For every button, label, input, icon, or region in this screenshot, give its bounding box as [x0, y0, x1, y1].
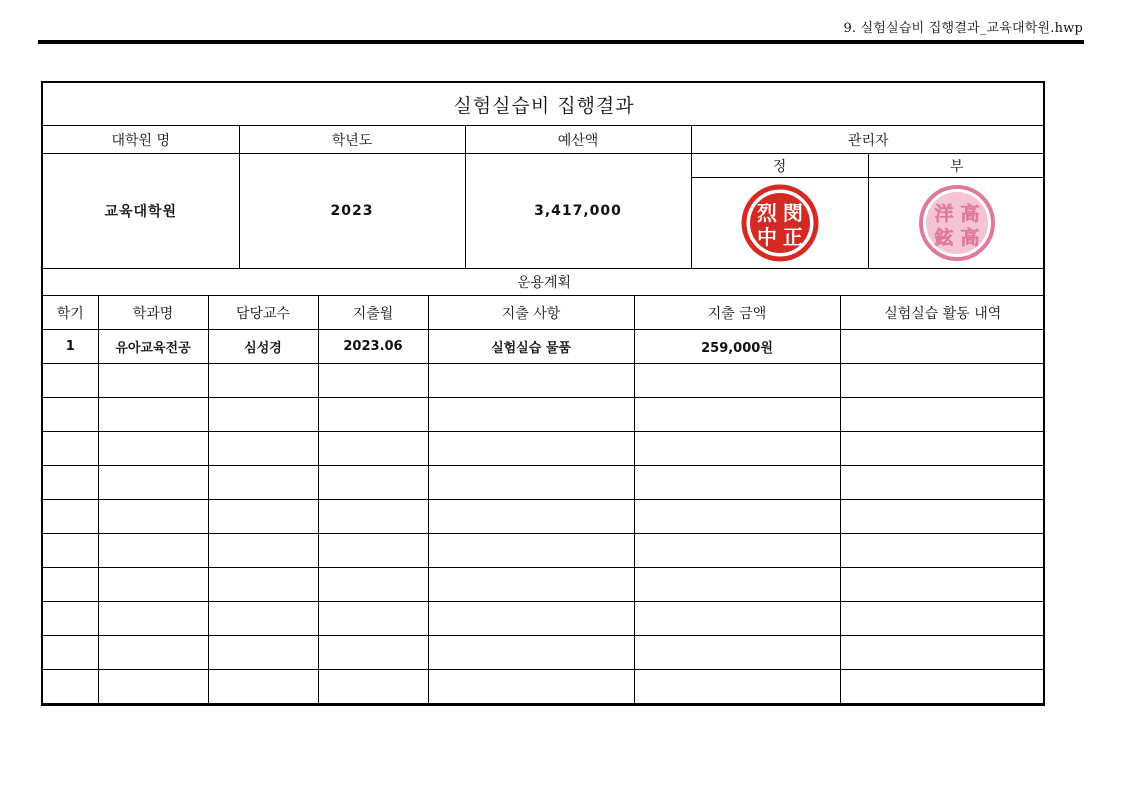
cell-professor	[208, 364, 318, 398]
cell-expense-amount	[634, 636, 840, 670]
primary-manager-header: 정	[691, 154, 868, 178]
plan-column-header-row	[43, 296, 1045, 330]
cell-department	[98, 364, 208, 398]
cell-expense-month	[318, 568, 428, 602]
cell-semester	[43, 670, 98, 704]
cell-department	[98, 398, 208, 432]
cell-semester	[43, 466, 98, 500]
cell-expense-month	[318, 602, 428, 636]
column-header-expense-amount: 지출 금액	[634, 296, 840, 330]
cell-expense-amount	[634, 602, 840, 636]
cell-professor	[208, 670, 318, 704]
cell-professor	[208, 398, 318, 432]
column-header-expense-item: 지출 사항	[428, 296, 634, 330]
cell-semester	[43, 534, 98, 568]
table-row	[43, 636, 1045, 670]
svg-text:正: 正	[782, 225, 803, 249]
cell-expense-item	[428, 364, 634, 398]
primary-seal-cell	[691, 178, 868, 269]
primary-seal-icon	[740, 183, 820, 263]
cell-expense-month	[318, 398, 428, 432]
cell-semester	[43, 500, 98, 534]
cell-department: 유아교육전공	[98, 330, 208, 364]
table-row	[43, 602, 1045, 636]
cell-expense-month	[318, 466, 428, 500]
operation-plan-label: 운용계획	[43, 269, 1045, 296]
cell-department	[98, 534, 208, 568]
table-row	[43, 670, 1045, 704]
cell-professor	[208, 568, 318, 602]
cell-expense-month	[318, 670, 428, 704]
cell-professor	[208, 466, 318, 500]
svg-text:高: 高	[960, 227, 980, 249]
graduate-school-value: 교육대학원	[43, 154, 239, 269]
cell-activity-details	[840, 500, 1045, 534]
form-title: 실험실습비 집행결과	[43, 83, 1045, 126]
cell-activity-details	[840, 636, 1045, 670]
cell-expense-month: 2023.06	[318, 330, 428, 364]
document-filename: 9. 실험실습비 집행결과_교육대학원.hwp	[843, 21, 1083, 36]
cell-expense-month	[318, 500, 428, 534]
secondary-seal-cell	[868, 178, 1045, 269]
cell-expense-item	[428, 398, 634, 432]
cell-expense-amount	[634, 534, 840, 568]
header-divider	[38, 40, 1084, 44]
cell-expense-item: 실험실습 물품	[428, 330, 634, 364]
column-header-activity-details: 실험실습 활동 내역	[840, 296, 1045, 330]
cell-expense-item	[428, 466, 634, 500]
cell-activity-details	[840, 432, 1045, 466]
column-header-professor: 담당교수	[208, 296, 318, 330]
cell-activity-details	[840, 398, 1045, 432]
secondary-seal-icon	[917, 183, 997, 263]
academic-year-value: 2023	[239, 154, 465, 269]
cell-activity-details	[840, 602, 1045, 636]
svg-text:中: 中	[756, 225, 777, 249]
table-row	[43, 466, 1045, 500]
graduate-school-header: 대학원 명	[43, 126, 239, 154]
budget-header: 예산액	[465, 126, 691, 154]
svg-text:鉉: 鉉	[934, 227, 954, 249]
cell-expense-amount	[634, 500, 840, 534]
svg-text:高: 高	[960, 203, 980, 225]
cell-semester	[43, 398, 98, 432]
cell-department	[98, 568, 208, 602]
cell-semester: 1	[43, 330, 98, 364]
table-row	[43, 330, 1045, 364]
cell-expense-amount	[634, 670, 840, 704]
academic-year-header: 학년도	[239, 126, 465, 154]
cell-expense-item	[428, 534, 634, 568]
cell-professor	[208, 534, 318, 568]
cell-expense-amount	[634, 432, 840, 466]
cell-expense-month	[318, 364, 428, 398]
cell-semester	[43, 364, 98, 398]
table-row	[43, 500, 1045, 534]
cell-professor	[208, 500, 318, 534]
cell-activity-details	[840, 534, 1045, 568]
cell-professor	[208, 602, 318, 636]
secondary-manager-header: 부	[868, 154, 1045, 178]
cell-expense-month	[318, 636, 428, 670]
table-row	[43, 534, 1045, 568]
cell-expense-amount	[634, 568, 840, 602]
cell-department	[98, 432, 208, 466]
svg-text:洋: 洋	[934, 203, 954, 225]
cell-semester	[43, 636, 98, 670]
table-row	[43, 398, 1045, 432]
cell-activity-details	[840, 330, 1045, 364]
cell-expense-amount: 259,000원	[634, 330, 840, 364]
cell-activity-details	[840, 670, 1045, 704]
budget-value: 3,417,000	[465, 154, 691, 269]
execution-result-form	[41, 81, 1045, 706]
column-header-department: 학과명	[98, 296, 208, 330]
plan-table	[43, 296, 1045, 704]
cell-activity-details	[840, 364, 1045, 398]
plan-rows	[43, 330, 1045, 704]
cell-department	[98, 636, 208, 670]
cell-expense-item	[428, 500, 634, 534]
column-header-expense-month: 지출월	[318, 296, 428, 330]
svg-text:閔: 閔	[782, 201, 803, 225]
summary-table	[43, 83, 1045, 296]
cell-department	[98, 670, 208, 704]
cell-expense-amount	[634, 398, 840, 432]
table-row	[43, 568, 1045, 602]
column-header-semester: 학기	[43, 296, 98, 330]
manager-header: 관리자	[691, 126, 1045, 154]
cell-expense-month	[318, 432, 428, 466]
cell-professor: 심성경	[208, 330, 318, 364]
table-row	[43, 432, 1045, 466]
cell-expense-item	[428, 636, 634, 670]
cell-department	[98, 602, 208, 636]
cell-professor	[208, 432, 318, 466]
cell-expense-item	[428, 432, 634, 466]
cell-activity-details	[840, 568, 1045, 602]
cell-expense-month	[318, 534, 428, 568]
cell-semester	[43, 568, 98, 602]
cell-professor	[208, 636, 318, 670]
cell-expense-item	[428, 568, 634, 602]
cell-expense-amount	[634, 466, 840, 500]
table-row	[43, 364, 1045, 398]
cell-expense-item	[428, 670, 634, 704]
cell-semester	[43, 602, 98, 636]
cell-department	[98, 500, 208, 534]
cell-expense-amount	[634, 364, 840, 398]
svg-text:烈: 烈	[756, 201, 777, 225]
cell-semester	[43, 432, 98, 466]
cell-expense-item	[428, 602, 634, 636]
cell-department	[98, 466, 208, 500]
cell-activity-details	[840, 466, 1045, 500]
